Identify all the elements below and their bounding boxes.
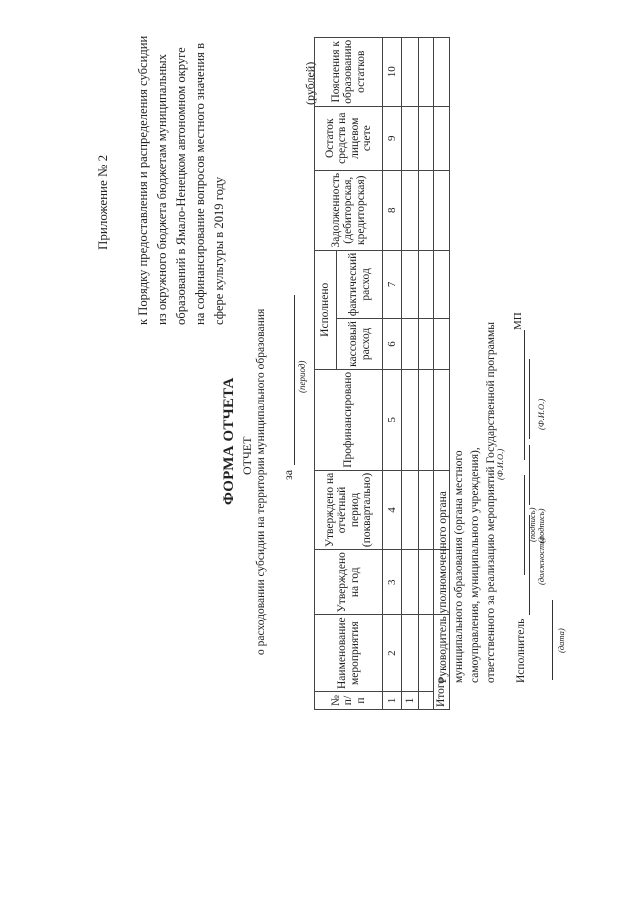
date-line: [552, 600, 553, 680]
header-approved-period: Утверждено на отчётный период (поквартально): [315, 470, 383, 549]
col-number: 2: [383, 615, 402, 692]
table-cell: [434, 170, 450, 250]
table-cell: [419, 106, 434, 170]
col-number: 10: [383, 37, 402, 106]
header-actual: фактический расход: [337, 250, 383, 318]
col-number: 4: [383, 470, 402, 549]
stamp-label: МП: [512, 312, 524, 330]
intro-line: к Порядку предоставления и распределения субсидии: [136, 35, 150, 325]
executor-fio-caption: (Ф.И.О.): [536, 398, 546, 430]
head-fio-line: [524, 330, 525, 460]
period-caption: (период): [297, 360, 307, 393]
header-notes: Пояснения к образованию остатков: [315, 37, 383, 106]
table-cell: [402, 250, 419, 318]
executor-label: Исполнитель: [515, 618, 527, 683]
head-sign-line: [524, 475, 525, 575]
executor-sign-line: [529, 445, 530, 505]
header-balance: Остаток средств на лицевом счете: [315, 106, 383, 170]
head-signature-block: [435, 322, 499, 683]
head-line: Руководитель уполномоченного органа: [437, 491, 449, 683]
header-num: № п/п: [315, 692, 383, 710]
header-approved-year: Утверждено на год: [315, 550, 383, 615]
table-cell: [402, 470, 419, 549]
table-cell: [434, 106, 450, 170]
head-line: самоуправления, муниципального учреждения),: [469, 447, 481, 683]
col-number: 3: [383, 550, 402, 615]
table-cell: [419, 470, 434, 549]
appendix-intro: [134, 36, 229, 325]
table-cell: [402, 106, 419, 170]
table-cell: [419, 615, 434, 692]
intro-line: из окружного бюджета бюджетам муниципальных: [155, 54, 169, 325]
executor-position-caption: (должность): [536, 537, 546, 585]
period-line: [294, 295, 295, 465]
col-number: 9: [383, 106, 402, 170]
col-number: 1: [383, 692, 402, 710]
header-executed: Исполнено: [315, 250, 337, 369]
units-label: (рублей): [303, 61, 317, 105]
intro-line: на софинансирование вопросов местного значения в: [193, 42, 207, 325]
table-cell: [419, 250, 434, 318]
date-caption: (дата): [556, 628, 566, 653]
form-title: ФОРМА ОТЧЕТА: [221, 377, 237, 505]
table-cell: [419, 369, 434, 470]
col-number: 6: [383, 319, 402, 370]
table-cell: [402, 550, 419, 615]
report-subtitle: о расходовании субсидии на территории муниципального образования: [255, 308, 267, 655]
head-fio-caption: (Ф.И.О.): [495, 448, 505, 480]
executor-sign-caption: (подпись): [536, 508, 546, 543]
header-financed: Профинансировано: [315, 369, 383, 470]
header-name: Наименование мероприятия: [315, 615, 383, 692]
table-cell: [419, 319, 434, 370]
intro-line: образований в Ямало-Ненецком автономном округе: [174, 47, 188, 325]
table-cell: [419, 692, 434, 710]
total-label: Итого: [434, 615, 450, 710]
table-cell: [402, 37, 419, 106]
table-cell: [419, 170, 434, 250]
table-cell: [402, 319, 419, 370]
header-debt: Задолженность (дебиторская, кредиторская): [315, 170, 383, 250]
executor-fio-line: [529, 359, 530, 439]
col-number: 8: [383, 170, 402, 250]
table-cell: [434, 250, 450, 318]
executor-position-line: [529, 515, 530, 615]
intro-line: сфере культуры в 2019 году: [212, 176, 226, 325]
table-cell: [402, 615, 419, 692]
row1-num: 1: [402, 692, 419, 710]
report-table: [314, 37, 450, 710]
table-cell: [402, 369, 419, 470]
col-number: 7: [383, 250, 402, 318]
head-sign-caption: (подпись): [527, 507, 537, 542]
report-title: ОТЧЕТ: [240, 436, 254, 475]
col-number: 5: [383, 369, 402, 470]
table-cell: [419, 37, 434, 106]
period-prefix: за: [281, 469, 295, 480]
table-cell: [402, 170, 419, 250]
appendix-label: Приложение № 2: [95, 154, 110, 250]
head-line: муниципального образования (органа местного: [453, 450, 465, 683]
head-line: ответственного за реализацию мероприятий Государственной программы: [485, 322, 497, 683]
table-cell: [419, 550, 434, 615]
header-cash: кассовый расход: [337, 319, 383, 370]
table-cell: [434, 37, 450, 106]
